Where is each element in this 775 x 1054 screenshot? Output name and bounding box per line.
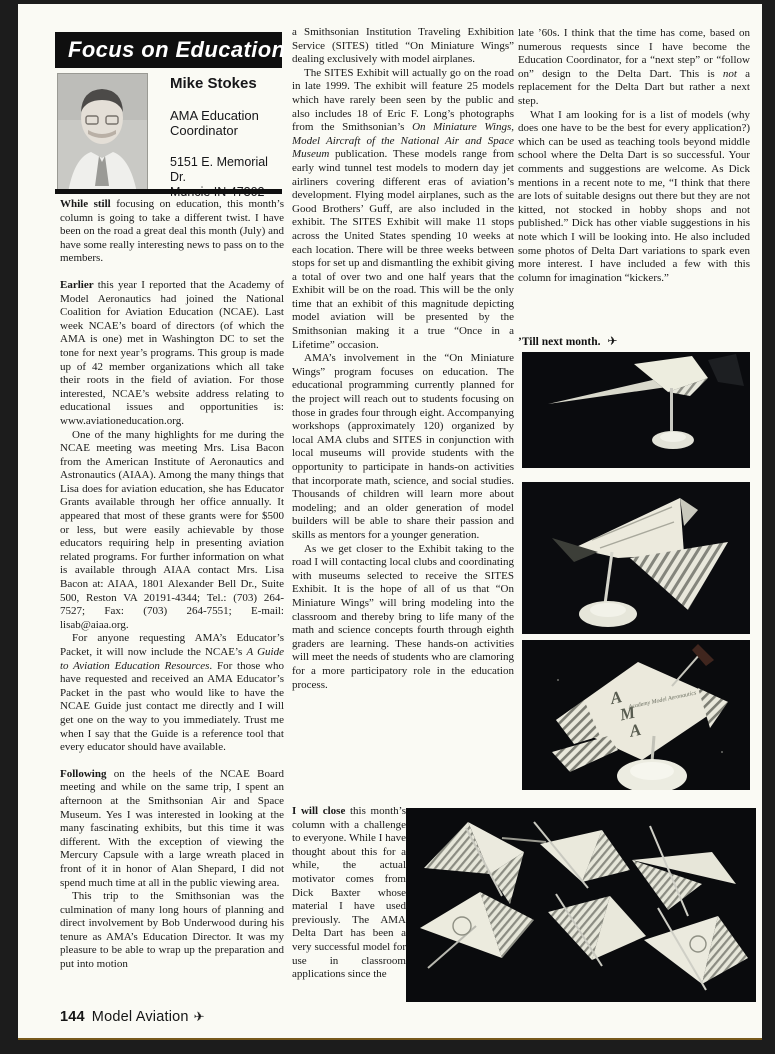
text-run: What I am looking for is a list of models (why does one have to be the best for every application?) which can be used as teaching tools beyond middle school where the Delta Dart is so successful. Your comments and suggestions are welcome. As Dick mentions in a recent note to me, “I think that there are lots of suitable designs out there but they are not kitted, not stocked in hobby shops and not published.” Dick has other viable suggestions in his note which I will be looking into. He also included some photos of Delta Dart variations to spark even more interest. I have included a few with this column for imagination “kickers.” xyxy=(518,108,750,284)
author-role: AMA Education Coordinator xyxy=(170,108,259,138)
author-photo xyxy=(57,73,148,194)
text-run: As we get closer to the Exhibit taking to the road I will contacting local clubs and coordinating with museums selected to receive the SITES Exhibit. It is the hope of all of us that “On Miniature Wings” will bring modeling into the classroom and thereby bring to life many of the math and science concepts fourth through eighth graders are learning. These hands-on activities will meet the needs of students who are clamoring for a more participatory role in the education process. xyxy=(292,542,514,691)
paragraph xyxy=(518,109,750,286)
photo-delta-dart-1 xyxy=(522,352,750,468)
text-run: not xyxy=(722,67,737,80)
page-footer xyxy=(60,1009,205,1025)
paragraph xyxy=(518,27,750,109)
paragraph xyxy=(292,26,514,67)
text-run: Earlier xyxy=(60,278,98,291)
text-run: For anyone requesting AMA’s Educator’s Packet, it will now include the NCAE’s xyxy=(60,632,284,658)
header-divider-rule xyxy=(55,189,282,194)
paragraph xyxy=(60,198,284,266)
signoff-text: ’Till next month. xyxy=(518,336,601,348)
author-portrait-graphic xyxy=(58,74,147,193)
magazine-name: Model Aviation xyxy=(91,1009,189,1025)
text-run: . For those who have requested and received an AMA Educator’s Packet in the past who would like to have the NCAE Guide just contact me directly and I will get one on the way to you immediately. Trust me when I say that the Guide is a reference tool that every educator should have available. xyxy=(60,659,284,754)
text-run: The SITES Exhibit will actually go on the road in late 1999. The exhibit will feature 25 models which have rarely been seen by the public and also includes 18 of Eric F. Long’s photographs from the Smithsonian’s xyxy=(292,66,514,134)
delta-dart-group-graphic xyxy=(406,808,756,1002)
airplane-icon: ✈ xyxy=(607,334,618,348)
text-run: I will close xyxy=(292,805,346,817)
paragraph xyxy=(292,352,514,542)
text-run: late ’60s. I think that the time has come, based on numerous requests since I have become the Education Coordinator, for a “next step” or “follow on” design to the Delta Dart. This is xyxy=(518,27,750,80)
text-run: on the heels of the NCAE Board meeting and while on the same trip, I spent an afternoon at the Smithsonian Air and Space Museum. Yes I was interested in looking at the many fascinating exhibits, but this time it was different. With the exception of viewing the Mercury Capsule with a large wreath placed in front of it in honor of Alan Shepard, I did not spend much time at all in the public viewing area. xyxy=(60,767,284,889)
text-run: One of the many highlights for me during the NCAE meeting was meeting Mrs. Lisa Bacon from the American Institute of Aeronautics and Astronautics (AIAA). Among the many things that Lisa does for aviation education, she has Educator Grants available through her office annually. It appeared that most of these grants were for $500 or less, but were easily achievable by those educators requiring help in presenting aviation related programs. For further information on what is available through AIAA contact Mrs. Lisa Bacon at: AIAA, 1801 Alexander Bell Dr., Suite 500, Reston VA 20191-4344; Tel.: (703) 264-7527; Fax: (703) 264-7551; E-mail: lisab@aiaa.org. xyxy=(60,428,284,631)
column-title-banner xyxy=(55,32,286,68)
text-run: While still xyxy=(60,198,117,210)
text-run: a Smithsonian Institution Traveling Exhibition Service (SITES) titled “On Miniature Wings” dealing exclusively with model airplanes. xyxy=(292,26,514,66)
paragraph xyxy=(60,890,284,972)
paragraph xyxy=(292,67,514,352)
text-run: focusing on education, this month’s column is going to take a different twist. I have been on the road a great deal this month (July) and have some really interesting news to pass on to the members. xyxy=(60,198,284,265)
delta-dart-graphic-3 xyxy=(522,640,750,790)
svg-text:Academy Model Aeronautics: Academy Model Aeronautics xyxy=(628,690,697,711)
text-run: On Miniature Wings, Model Aircraft of the National Air and Space Museum xyxy=(292,121,514,161)
page-number: 144 xyxy=(60,1009,85,1025)
delta-dart-graphic-1 xyxy=(522,352,750,468)
text-run: this year I reported that the Academy of Model Aeronautics had joined the National Coalition for Aviation Education (NCAE). Last week NCAE’s board of directors (of which the AMA is one) met in Washington DC to set the tone for next year’s programs. This group is made up of 42 member organizations which all take their roots in the field of aviation. For those interested, NCAE’s website address relating to educational issues and opportunities is: www.aviationeducation.org. xyxy=(60,278,284,427)
paragraph xyxy=(292,805,406,982)
text-run: a replacement for the Delta Dart but rather a next step. xyxy=(518,67,750,107)
text-column-3 xyxy=(518,27,750,329)
text-run: AMA’s involvement in the “On Miniature Wings” program focuses on education. The educational programming currently planned for the project will reach out to students focusing on those in grades four through eight. Accompanying workshops (approximately 120) organized by local AMA clubs and SITES in conjunction with local museums will provide students with the opportunity to participate in hands-on activities that incorporate math, science, and social studies. Thousands of children will learn more about modeling; and an older generation of model builders will be able to share their passion and skills as mentors for a younger generation. xyxy=(292,352,514,541)
photo-delta-dart-group xyxy=(406,808,756,1002)
author-name: Mike Stokes xyxy=(170,75,257,92)
text-run: this month’s column with a challenge to everyone. While I have thought about this for a while, the actual motivator comes from Dick Baxter whose material I have used previously. The AMA Delta Dart has been a very successful model for use in classroom applications since the xyxy=(292,805,406,981)
magazine-page xyxy=(18,4,762,1040)
author-info xyxy=(170,73,284,200)
svg-text:A: A xyxy=(627,719,643,741)
paragraph xyxy=(60,632,284,754)
photo-delta-dart-3 xyxy=(522,640,750,790)
author-address-line1: 5151 E. Memorial Dr. xyxy=(170,155,268,184)
paragraph xyxy=(60,279,284,429)
paragraph xyxy=(60,768,284,890)
paragraph xyxy=(292,543,514,693)
photo-delta-dart-2 xyxy=(522,482,750,634)
paragraph xyxy=(60,429,284,633)
text-run: This trip to the Smithsonian was the culmination of many long hours of planning and direct involvement by Bob Underwood during his tenure as AMA’s Education Director. It was my pleasure to be able to wrap up the preparation and put into motion xyxy=(60,890,284,971)
airplane-icon: ✈ xyxy=(193,1009,205,1024)
column-title: Focus on Education xyxy=(68,37,286,62)
delta-dart-graphic-2 xyxy=(522,482,750,634)
svg-text:A: A xyxy=(608,687,624,709)
text-run: Following xyxy=(60,767,114,780)
text-column-2-narrow xyxy=(292,805,406,1017)
text-column-1 xyxy=(60,198,284,1004)
signoff xyxy=(518,334,617,349)
text-run: publication. These models range from early wind tunnel test models to modern day jet airliners covering different eras of aviation’s development. Flying model airplanes, such as the Good Brothers’ Guff, are also included in the exhibit. The SITES Exhibit will make 11 stops across the United States spending 10 weeks at each location. There will be three weeks between stops for set up and dismantling the exhibit giving a total of over two and one half years that the Exhibit will be on the road. This will be the only time that an exhibit of this magnitude depicting model aviation will be presented by the Smithsonian making it a true “Once in a Lifetime” occasion. xyxy=(292,148,514,351)
text-run: A Guide to Aviation Education Resources xyxy=(60,646,284,672)
svg-text:M: M xyxy=(618,702,637,725)
text-column-2 xyxy=(292,26,514,790)
